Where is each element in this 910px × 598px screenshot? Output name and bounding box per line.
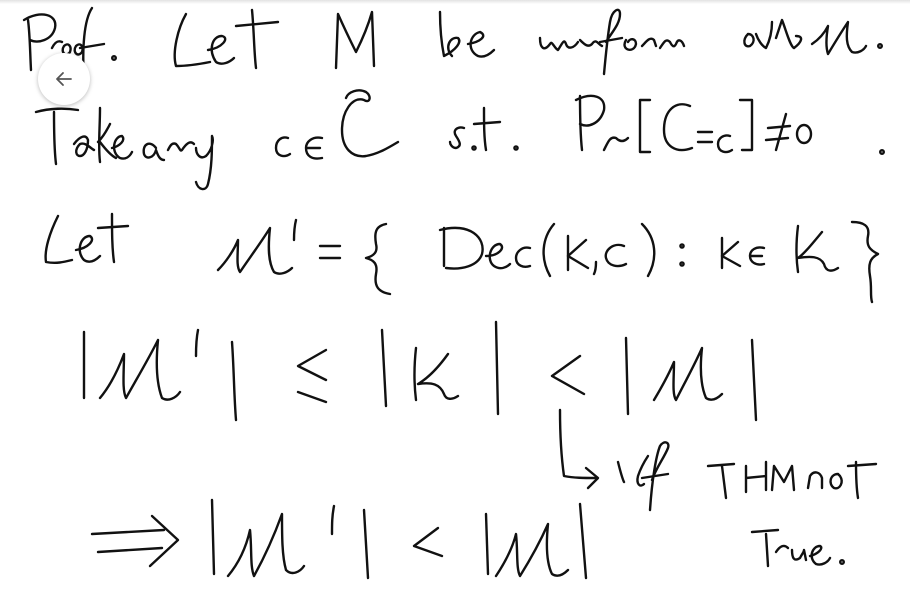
ink-line-5 [560,410,876,566]
ink-line-6 [92,500,586,578]
arrow-left-icon [53,68,75,90]
ink-line-2 [36,90,884,189]
back-button[interactable] [38,53,90,105]
ink-line-3 [46,214,878,302]
ink-line-1 [24,8,882,80]
ink-line-4 [84,322,756,420]
